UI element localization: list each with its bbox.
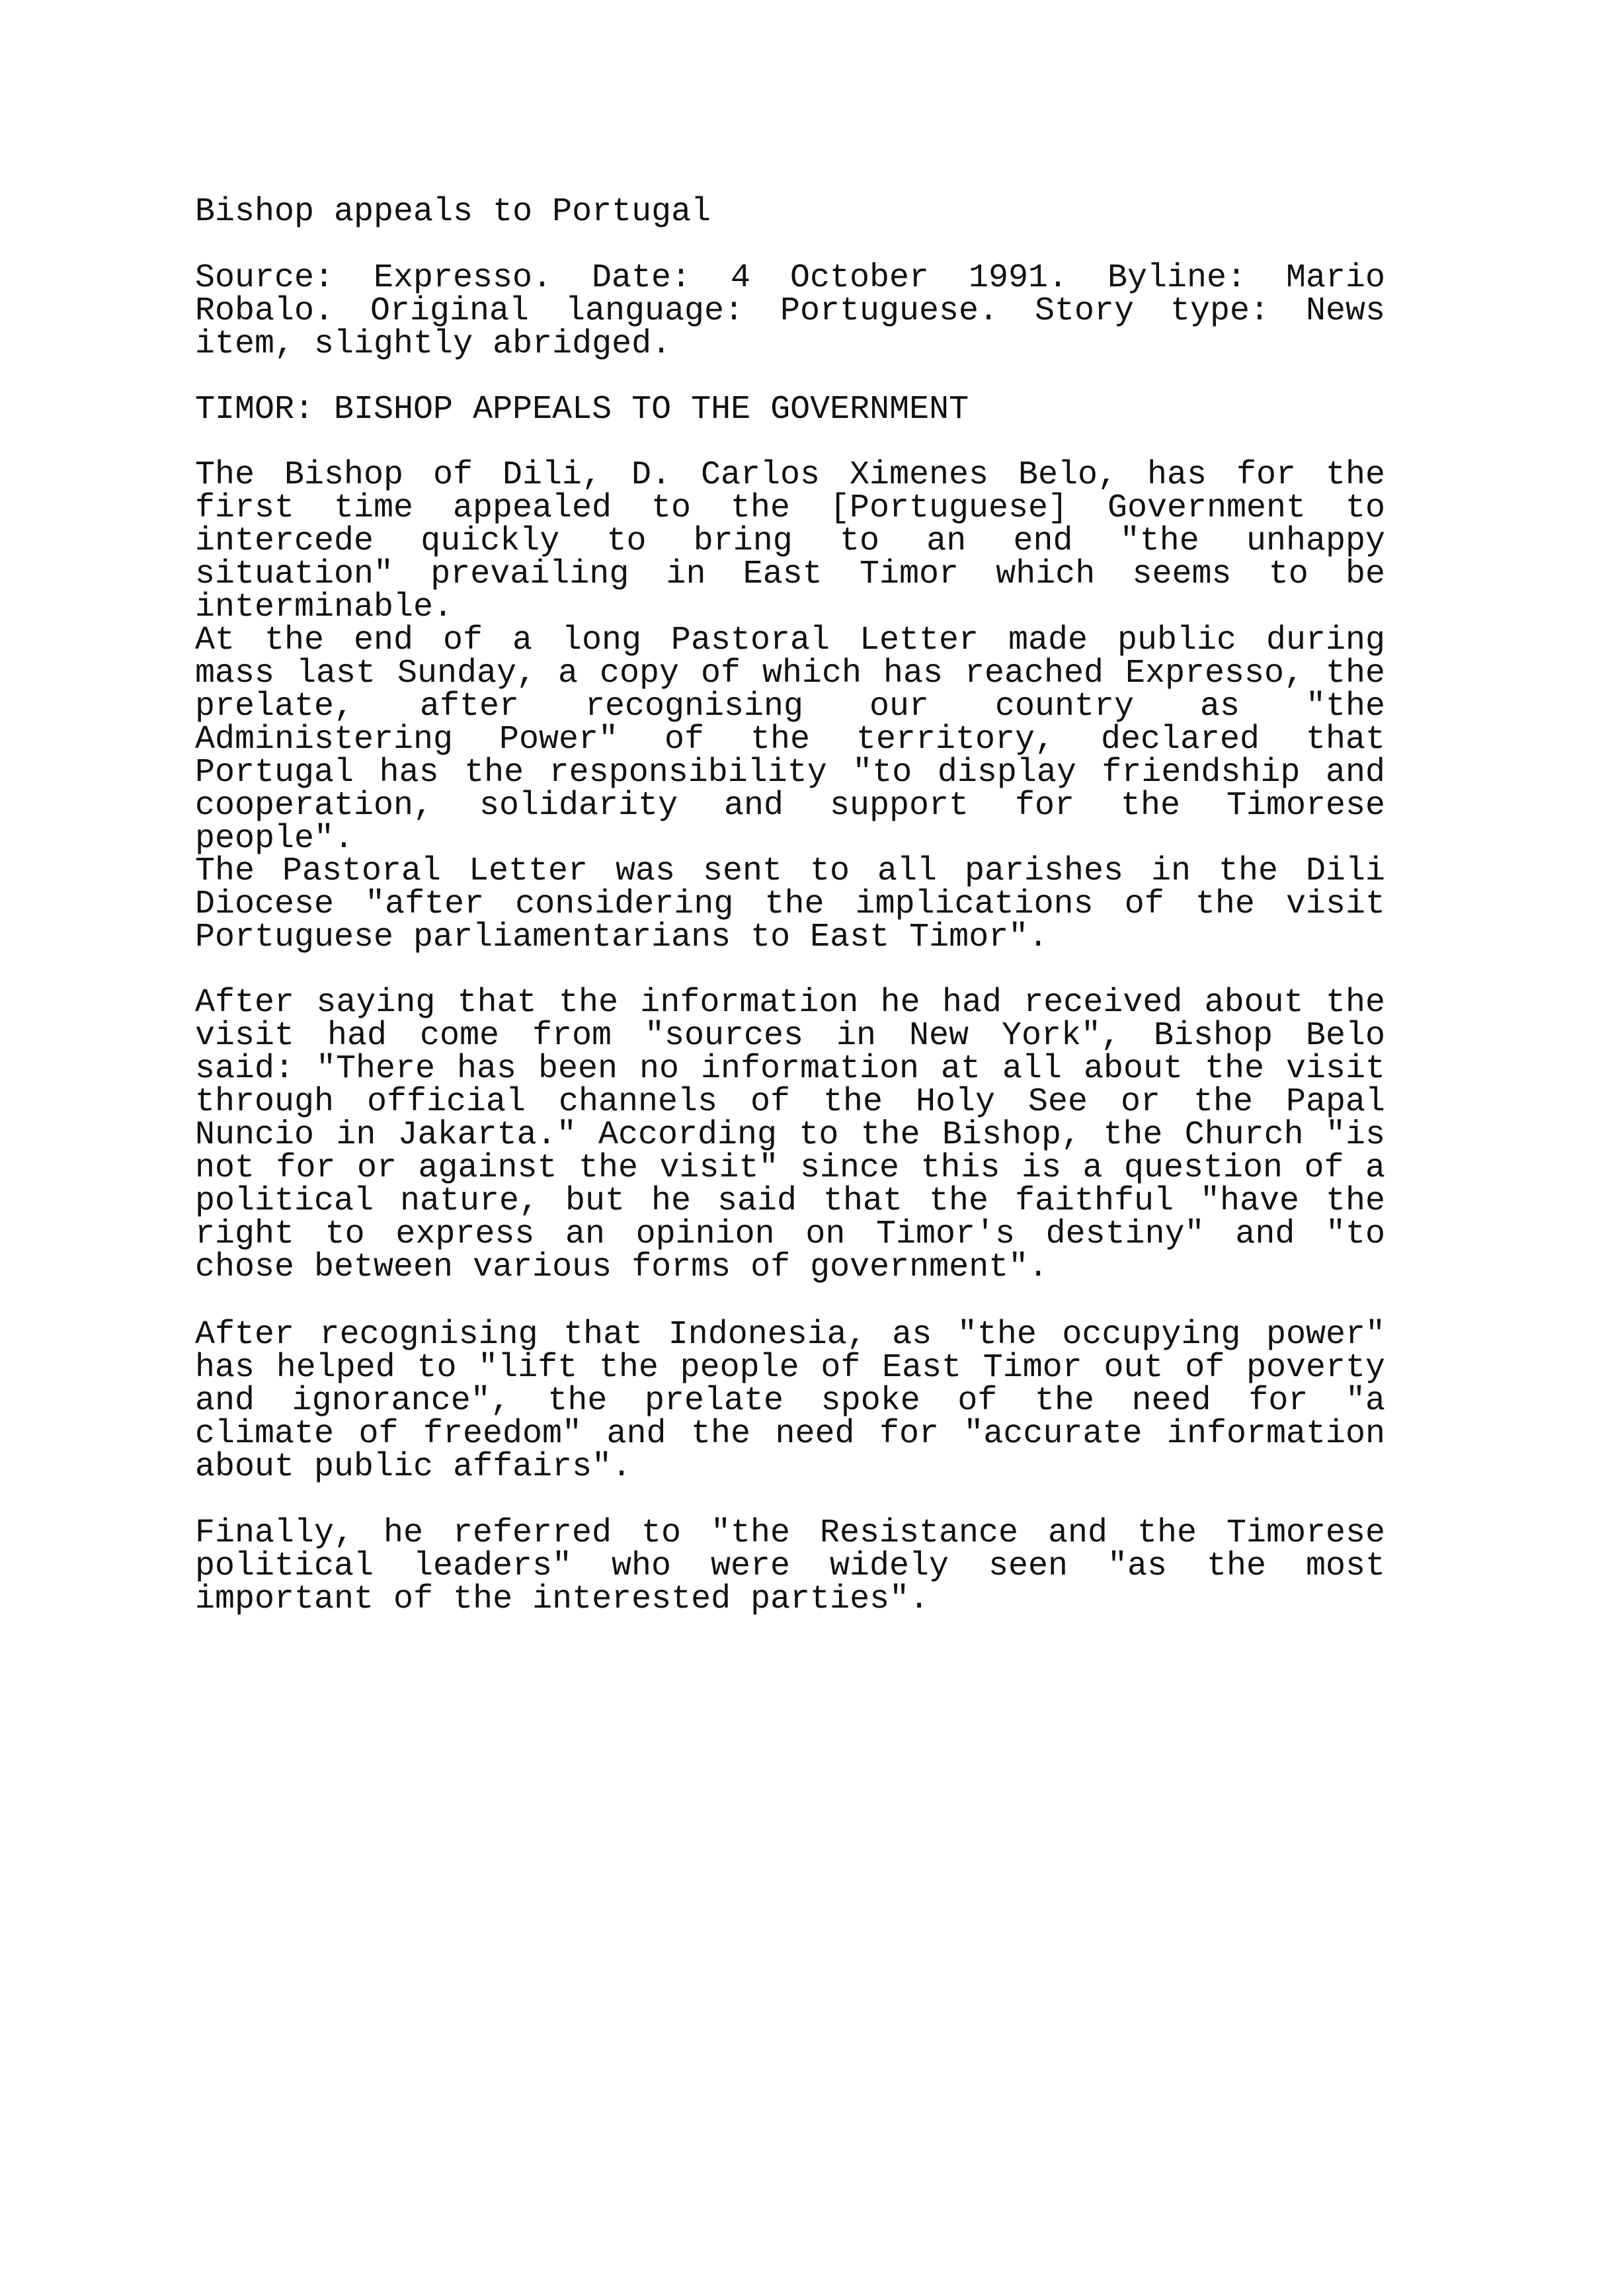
paragraph-4: After saying that the information he had received about the visit had come from "sources in New York", Bishop Belo said: "There has been no information at all about the visit through official channels of the Holy See or the Papal Nuncio in Jakarta." According to the Bishop, the Church "is not for or against the visit" since this is a question of a political nature, but he said that the faithful "have the right to express an opinion on Timor's destiny" and "to chose between various forms of government".	[195, 984, 1385, 1286]
source-info: Source: Expresso. Date: 4 October 1991. Byline: Mario Robalo. Original language: Portuguese. Story type: News item, slightly abridged.	[195, 259, 1385, 363]
paragraph-5: After recognising that Indonesia, as "the occupying power" has helped to "lift the people of East Timor out of poverty and ignorance", the prelate spoke of the need for "a climate of freedom" and the need for "accurate information about public affairs".	[195, 1316, 1385, 1486]
paragraph-1: The Bishop of Dili, D. Carlos Ximenes Belo, has for the first time appealed to the [Portuguese] Government to intercede quickly to bring to an end "the unhappy situation" prevailing in East Timor which seems to be interminable.	[195, 456, 1385, 626]
document-title: Bishop appeals to Portugal	[195, 193, 711, 231]
paragraph-6: Finally, he referred to "the Resistance and the Timorese political leaders" who were widely seen "as the most important of the interested parties".	[195, 1514, 1385, 1618]
article-headline: TIMOR: BISHOP APPEALS TO THE GOVERNMENT	[195, 391, 969, 429]
paragraph-3: The Pastoral Letter was sent to all parishes in the Dili Diocese "after considering the implications of the visit Portuguese parliamentarians to East Timor".	[195, 852, 1385, 956]
paragraph-2: At the end of a long Pastoral Letter made public during mass last Sunday, a copy of which has reached Expresso, the prelate, after recognising our country as "the Administering Power" of the territory, declared that Portugal has the responsibility "to display friendship and cooperation, solidarity and support for the Timorese people".	[195, 622, 1385, 858]
